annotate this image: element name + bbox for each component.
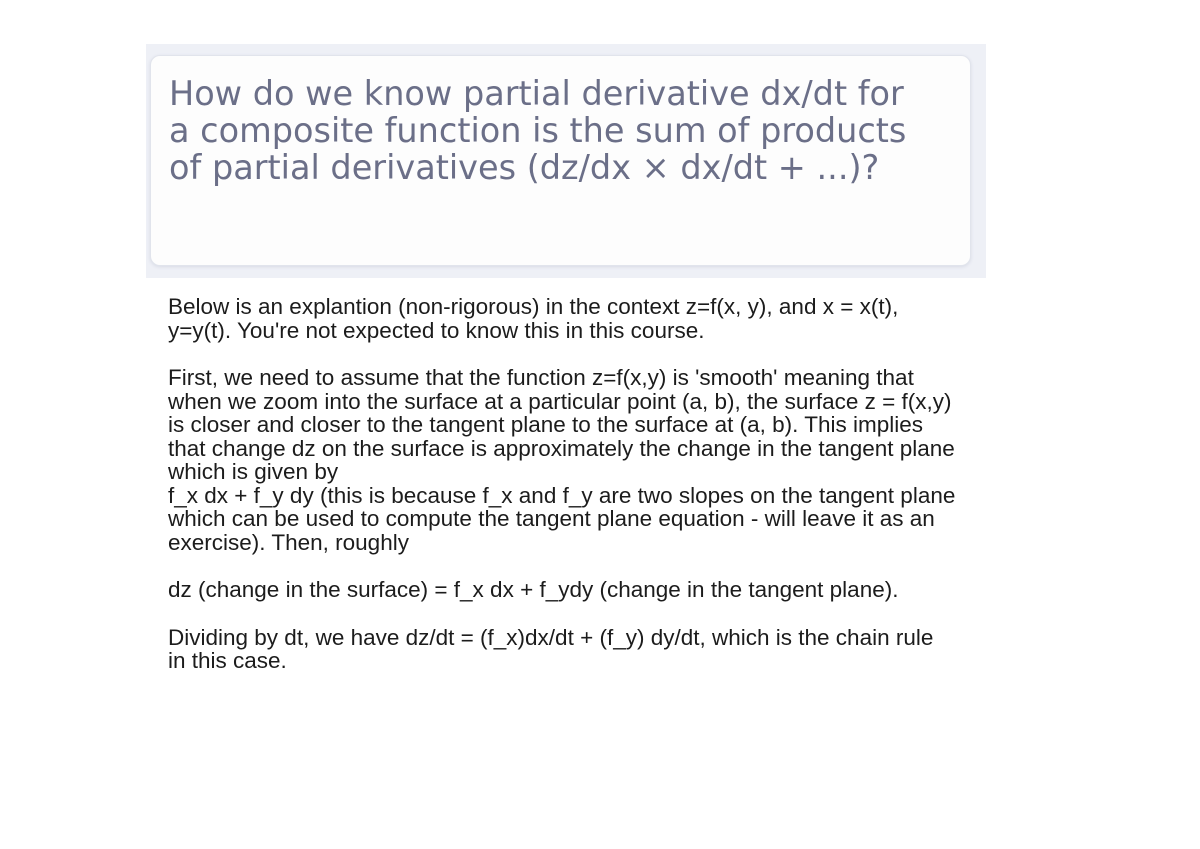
answer-body bbox=[168, 295, 1168, 673]
answer-paragraph-chain-rule: Dividing by dt, we have dz/dt = (f_x)dx/dt + (f_y) dy/dt, which is the chain rule in this case. bbox=[168, 624, 934, 673]
answer-paragraph-smoothness: First, we need to assume that the function z=f(x,y) is 'smooth' meaning that when we zoom into the surface at a particular point (a, b), the surface z = f(x,y) is closer and closer to the tangent plane to the surface at (a, b). This implies that change dz on the surface is approximately the change in the tangent plane which is given by f_x dx + f_y dy (this is because f_x and f_y are two slopes on the tangent plane which can be used to compute the tangent plane equation - will leave it as an exercise). Then, roughly bbox=[168, 365, 956, 555]
question-frame bbox=[146, 44, 986, 278]
paragraph-spacer bbox=[168, 602, 1168, 626]
question-title: How do we know partial derivative dx/dt for a composite function is the sum of products of partial derivatives (dz/dx × dx/dt + ...)? bbox=[169, 74, 907, 187]
answer-paragraph-dz-equation: dz (change in the surface) = f_x dx + f_ydy (change in the tangent plane). bbox=[168, 577, 899, 602]
paragraph-spacer bbox=[168, 554, 1168, 578]
answer-paragraph-intro: Below is an explantion (non-rigorous) in the context z=f(x, y), and x = x(t), y=y(t). You're not expected to know this in this course. bbox=[168, 294, 899, 343]
question-card bbox=[150, 55, 971, 266]
paragraph-spacer bbox=[168, 342, 1168, 366]
